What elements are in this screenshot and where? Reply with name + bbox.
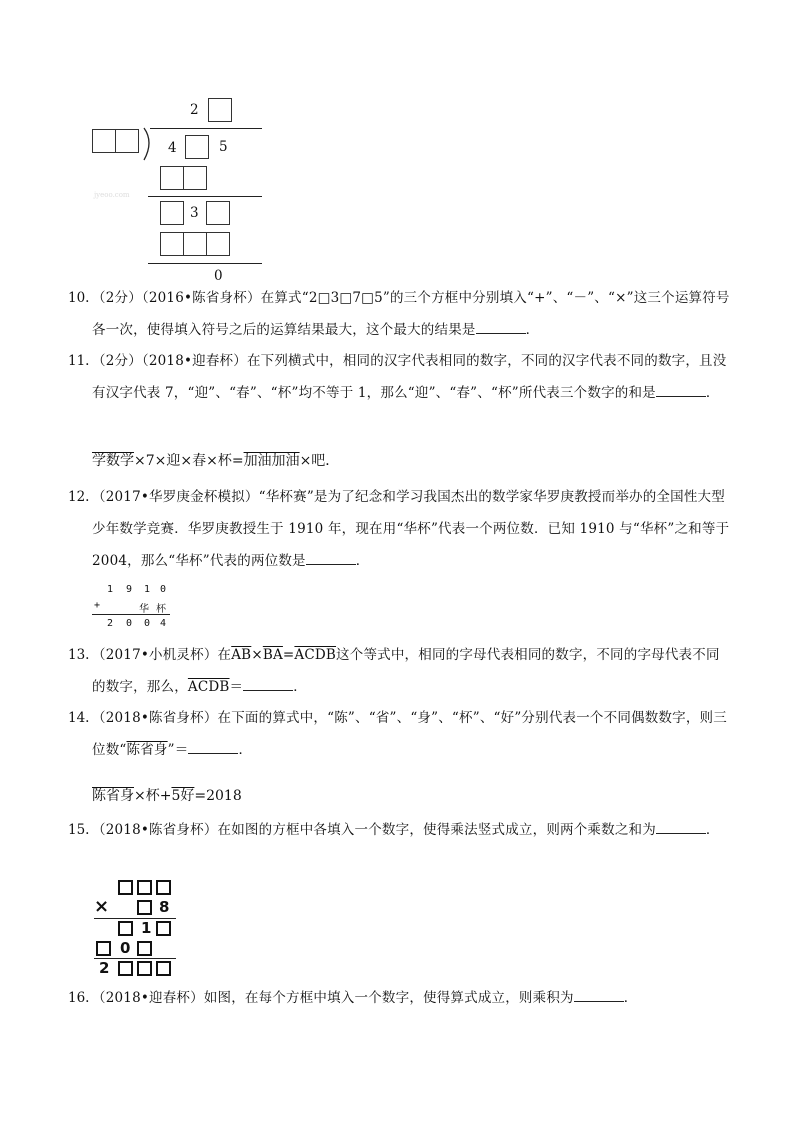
final-zero: 0 (214, 268, 223, 284)
problem-15-number: 15. (68, 822, 90, 838)
dividend-digit-3: 5 (219, 139, 228, 155)
faint-watermark: jyeoo.com (94, 191, 130, 199)
division-bracket (140, 126, 154, 162)
problem-11-text: （2分）（2018•迎春杯）在下列横式中，相同的汉字代表相同的数字，不同的汉字代表不同的数字，且没有汉字代表 7，“迎”、“春”、“杯”均不等于 1，那么“迎”、“春”、“杯”所代表三个数字的和是 ． (92, 353, 727, 401)
problem-16-number: 16. (68, 990, 90, 1006)
step1-box-1 (160, 166, 184, 190)
mult-box (96, 941, 111, 956)
answer-blank (188, 743, 238, 754)
step1-box-2 (183, 166, 207, 190)
problem-10-number: 10. (68, 290, 90, 306)
answer-blank (656, 823, 706, 834)
mult-line-1 (94, 918, 176, 919)
answer-blank (306, 554, 356, 565)
dividend-digit-1: 4 (168, 140, 177, 156)
problem-13-text: （2017•小机灵杯）在$\overline{AB}\times\overline{BA}=ACDB$这个等式中，相同的字母代表相同的数字，不同的字母代表不同的数字，那么，ACDB＝ ． (92, 647, 720, 695)
step2-box-1 (160, 201, 184, 225)
mult-box (118, 921, 133, 936)
step2-box-2 (206, 201, 230, 225)
step3-box-1 (160, 232, 184, 256)
mult-box (137, 880, 152, 895)
division-line-3 (148, 263, 262, 264)
division-line-2 (148, 196, 262, 197)
divisor-box-2 (115, 129, 139, 153)
step3-box-2 (183, 232, 207, 256)
answer-blank (656, 386, 706, 397)
mult-box (156, 921, 171, 936)
times-sign: × (94, 896, 110, 917)
problem-13-number: 13. (68, 647, 90, 663)
quotient-digit: 2 (190, 102, 199, 118)
answer-blank (574, 991, 624, 1002)
digit-1: 1 (141, 919, 152, 937)
digit-0: 0 (120, 939, 131, 957)
problem-11-equation: 学数学×7×迎×春×杯=加油加油×吧． (92, 453, 340, 469)
mult-box (137, 961, 152, 976)
problem-15-text: （2018•陈省身杯）在如图的方框中各填入一个数字，使得乘法竖式成立，则两个乘数之和为 ． (92, 822, 720, 838)
remainder-digit: 3 (190, 205, 199, 221)
step3-box-3 (206, 232, 230, 256)
answer-blank (476, 323, 526, 334)
problem-12-number: 12. (68, 489, 90, 505)
mult-box (137, 900, 152, 915)
mult-box (137, 941, 152, 956)
problem-14-number: 14. (68, 710, 90, 726)
problem-16-text: （2018•迎春杯）如图，在每个方框中填入一个数字，使得算式成立，则乘积为 ． (92, 990, 638, 1006)
answer-blank (243, 680, 293, 691)
problem-10-text: （2分）（2016•陈省身杯）在算式“2□3□7□5”的三个方框中分别填入“+”、“－”、“×”这三个运算符号各一次，使得填入符号之后的运算结果最大，这个最大的结果是 ． (92, 290, 730, 338)
mult-box (118, 961, 133, 976)
problem-12-text: （2017•华罗庚金杯模拟）“华杯赛”是为了纪念和学习我国杰出的数学家华罗庚教授而举办的全国性大型少年数学竞赛．华罗庚教授生于 1910 年，现在用“华杯”代表一个两位数．已知 1910 与“华杯”之和等于 2004，那么“华杯”代表的两位数是 ． (92, 489, 730, 569)
digit-8: 8 (159, 898, 170, 916)
problem-11-number: 11. (68, 353, 90, 369)
quotient-box (208, 98, 232, 122)
digit-2: 2 (99, 959, 110, 977)
division-bar (150, 128, 262, 129)
addition-line (92, 614, 170, 615)
dividend-box (185, 135, 209, 159)
problem-14-equation: 陈省身×杯+5好=2018 (92, 788, 242, 804)
problem-14-text: （2018•陈省身杯）在下面的算式中，“陈”、“省”、“身”、“杯”、“好”分别代表一个不同偶数数字，则三位数“陈省身”＝ ． (92, 710, 727, 758)
divisor-box-1 (92, 129, 116, 153)
mult-box (118, 880, 133, 895)
mult-box (156, 880, 171, 895)
mult-box (156, 961, 171, 976)
